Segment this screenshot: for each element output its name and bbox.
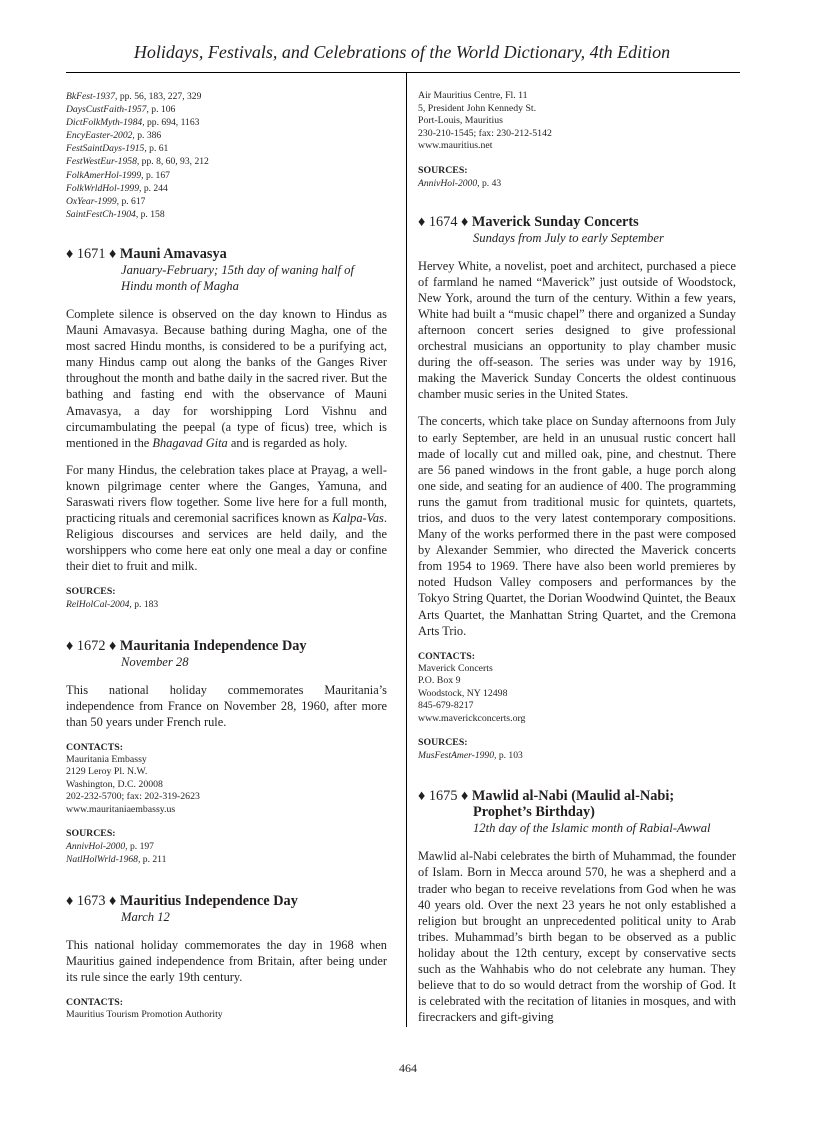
entry-paragraph: Mawlid al-Nabi celebrates the birth of Muhammad, the founder of Islam. Born in Mecca around 570, he was a shepherd and a trader who began to receive revelations from God when he was 40 years old. Over the next 23 years he not only established a religion but brought an unprecedented political unity to Arab tribes. Muhammad’s birth began to be observed as a public holiday about the 12th century, except by conservative sects such as the Wahhabis who do not celebrate any human. They believe that to do so would detract from the worship of God. It is celebrated with the recitation of litanies in mosques, and with firecrackers and gift-giving	[418, 849, 736, 1025]
source-line: AnnivHol-2000, p. 43	[418, 177, 502, 189]
contact-line: Woodstock, NY 12498	[418, 687, 508, 699]
source-line: DaysCustFaith-1957, p. 106	[66, 104, 176, 116]
entry-paragraph: For many Hindus, the celebration takes place at Prayag, a well-known pilgrimage center where the Ganges, Yamuna, and Saraswati rivers flow together. Some live here for a full month, practicing rituals and ceremonial sacrifices known as Kalpa-Vas. Religious discourses and services are held daily, and the worshippers who come here eat only one meal a day or confine their diet to fruit and milk.	[66, 462, 387, 574]
entry-heading: ♦ 1671 ♦ Mauni Amavasya	[66, 245, 227, 262]
source-line: AnnivHol-2000, p. 197	[66, 841, 154, 853]
entry-date: Sundays from July to early September	[473, 230, 664, 245]
contact-line: Mauritania Embassy	[66, 753, 147, 765]
contact-line: Air Mauritius Centre, Fl. 11	[418, 90, 528, 101]
entry-paragraph: Complete silence is observed on the day known to Hindus as Mauni Amavasya. Because bathing during Magha, one of the most sacred Hindu months, is considered to be a purifying act, many Hindus camp out along the banks of the Ganges River throughout the month and bathe daily in the sacred river. But the bathing and fasting end with the observance of Mauni Amavasya, a day for worshipping Lord Vishnu and circumambulating the peepal (a type of ficus) tree, which is mentioned in the Bhagavad Gita and is regarded as holy.	[66, 306, 387, 450]
source-line: DictFolkMyth-1984, pp. 694, 1163	[66, 117, 200, 129]
contact-line: 845-679-8217	[418, 700, 474, 712]
source-line: FolkWrldHol-1999, p. 244	[66, 182, 168, 194]
contact-line: P.O. Box 9	[418, 675, 461, 687]
entry-paragraph: This national holiday commemorates Mauritania’s independence from France on November 28, 1960, after more than 50 years under French rule.	[66, 682, 387, 729]
contact-line: Port-Louis, Mauritius	[418, 115, 503, 126]
source-line: RelHolCal-2004, p. 183	[66, 599, 159, 611]
header-rule	[66, 72, 740, 73]
entry-1672	[66, 638, 387, 867]
entry-heading: ♦ 1674 ♦ Maverick Sunday Concerts	[418, 213, 639, 230]
continued-contacts	[418, 90, 736, 190]
sources-label: SOURCES:	[66, 586, 116, 598]
entry-date: January-February; 15th day of waning half of	[121, 262, 354, 277]
contact-line: 202-232-5700; fax: 202-319-2623	[66, 791, 200, 803]
entry-date-cont: Hindu month of Magha	[121, 278, 239, 293]
source-line: NatlHolWrld-1968, p. 211	[66, 854, 167, 866]
contact-line: 2129 Leroy Pl. N.W.	[66, 766, 148, 778]
entry-date: March 12	[121, 909, 170, 924]
contact-line: Washington, D.C. 20008	[66, 778, 163, 790]
sources-label: SOURCES:	[66, 828, 116, 840]
entry-paragraph: Hervey White, a novelist, poet and architect, purchased a piece of farmland he named “Maverick” just outside of Woodstock, New York, around the turn of the century. Within a few years, White had built a “music chapel” there and organized a Sunday afternoon concert series designed to give professional orchestral musicians an opportunity to play chamber music during the off-season. The series was under way by 1916, making the Maverick Sunday Concerts the oldest continuous chamber music series in the United States.	[418, 258, 736, 402]
contact-line: www.mauritaniaembassy.us	[66, 803, 176, 815]
contacts-label: CONTACTS:	[66, 996, 123, 1008]
contact-line: 230-210-1545; fax: 230-212-5142	[418, 127, 552, 139]
entry-1674	[418, 214, 736, 763]
entry-paragraph: The concerts, which take place on Sunday afternoons from July to early September, are held in an unusual rustic concert hall made of locally cut and milled oak, pine, and chestnut. There are 56 paned windows in the front gable, a huge porch along one side, and seating for an audience of 400. The programming runs the gamut from traditional music for quintets, quartets, trios, and duos to the very latest contemporary compositions. Many of the works performed there in the past were composed by Alexander Semmier, who directed the Maverick concerts from 1954 to 1969. There have also been world premieres by noted Hudson Valley composers and performances by the Tokyo String Quartet, the Dorian Woodwind Quintet, the Beaux Arts Quartet, the Manhattan String Quartet, and the Cremona Arts Trio.	[418, 414, 736, 638]
contact-line: www.maverickconcerts.org	[418, 712, 526, 724]
entry-heading: ♦ 1673 ♦ Mauritius Independence Day	[66, 892, 298, 909]
contact-line: Maverick Concerts	[418, 662, 493, 674]
entry-heading: ♦ 1672 ♦ Mauritania Independence Day	[66, 637, 307, 654]
entry-1673	[66, 893, 387, 1022]
source-line: FolkAmerHol-1999, p. 167	[66, 169, 170, 181]
contacts-label: CONTACTS:	[418, 650, 475, 662]
left-column	[66, 90, 387, 1021]
entry-1675	[418, 788, 736, 1025]
entry-date: November 28	[121, 654, 189, 669]
source-line: MusFestAmer-1990, p. 103	[418, 750, 523, 762]
page-number: 464	[399, 1061, 417, 1075]
contact-line: www.mauritius.net	[418, 140, 493, 151]
contact-line: 5, President John Kennedy St.	[418, 102, 537, 114]
sources-label: SOURCES:	[418, 737, 468, 749]
running-header: Holidays, Festivals, and Celebrations of the World Dictionary, 4th Edition	[133, 42, 671, 62]
entry-heading-cont: Prophet’s Birthday)	[473, 804, 595, 821]
column-divider	[406, 72, 407, 1027]
source-line: OxYear-1999, p. 617	[66, 195, 146, 207]
entry-heading: ♦ 1675 ♦ Mawlid al-Nabi (Maulid al-Nabi;	[418, 788, 675, 805]
entry-date: 12th day of the Islamic month of Rabial-Awwal	[473, 821, 711, 836]
entry-paragraph: This national holiday commemorates the day in 1968 when Mauritius gained independence from Britain, after being under its rule since the early 19th century.	[66, 937, 387, 984]
source-line: EncyEaster-2002, p. 386	[66, 130, 162, 142]
contact-line: Mauritius Tourism Promotion Authority	[66, 1008, 223, 1020]
source-line: FestWestEur-1958, pp. 8, 60, 93, 212	[66, 156, 209, 168]
right-column	[418, 90, 736, 1025]
top-sources-list	[66, 90, 387, 221]
source-line: BkFest-1937, pp. 56, 183, 227, 329	[66, 91, 202, 102]
entry-1671	[66, 246, 387, 612]
source-line: SaintFestCh-1904, p. 158	[66, 208, 165, 220]
sources-label: SOURCES:	[418, 164, 468, 176]
source-line: FestSaintDays-1915, p. 61	[66, 143, 169, 155]
contacts-label: CONTACTS:	[66, 741, 123, 753]
